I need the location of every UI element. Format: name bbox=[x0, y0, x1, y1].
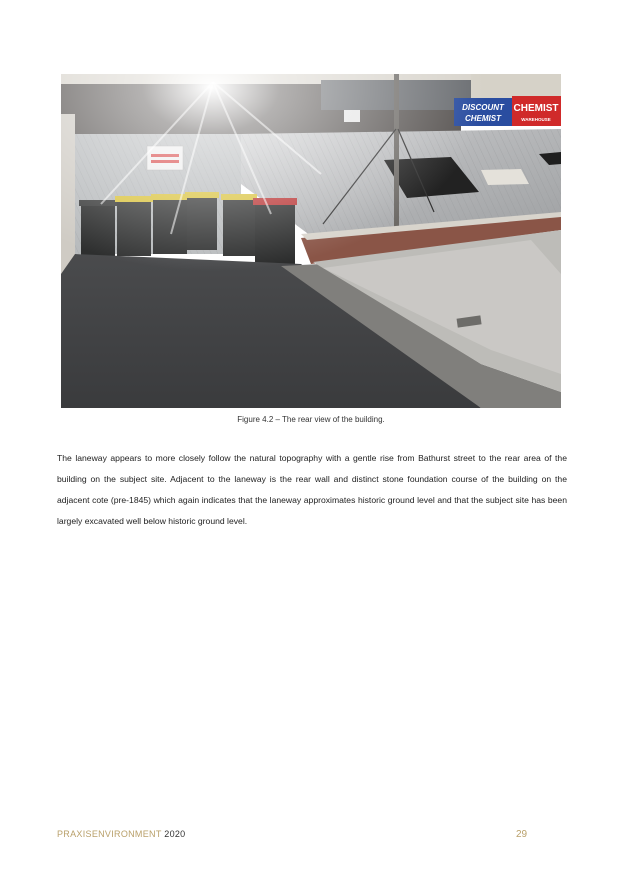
figure-caption: Figure 4.2 – The rear view of the building. bbox=[237, 415, 385, 424]
brand-environment: ENVIRONMENT bbox=[91, 829, 162, 839]
footer-year: 2020 bbox=[164, 829, 186, 839]
body-paragraph: The laneway appears to more closely follow the natural topography with a gentle rise from Bathurst street to the rear area of the building on the subject site. Adjacent to the laneway is the rear wall and distinct stone foundation course of the building on the adjacent cote (pre-1845) which again indicates that the laneway approximates historic ground level and that the subject site has been largely excavated well below historic ground level. bbox=[57, 453, 567, 526]
figure-photo bbox=[61, 74, 561, 408]
sun-glare bbox=[61, 74, 561, 408]
brand-praxis: PRAXIS bbox=[57, 829, 92, 839]
rear-view-photo bbox=[61, 74, 561, 408]
footer-brand bbox=[57, 829, 186, 839]
page-number: 29 bbox=[516, 829, 528, 840]
